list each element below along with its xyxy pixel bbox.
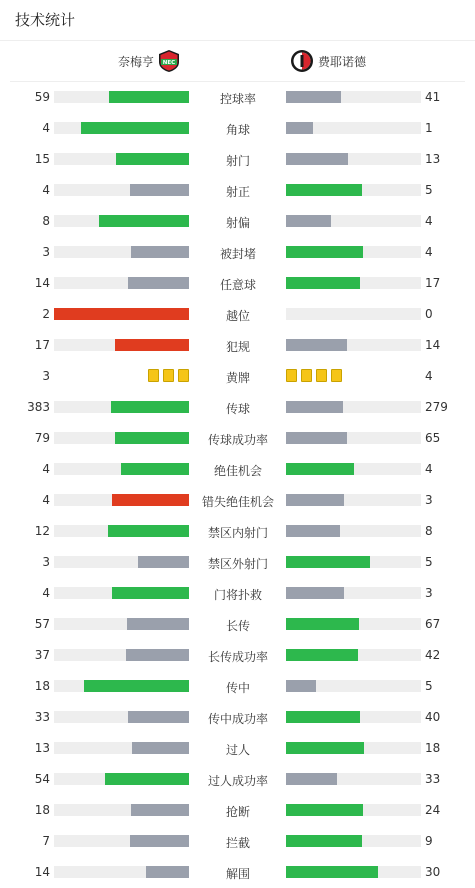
stat-label: 抢断 — [225, 805, 250, 819]
away-stat-bar-fill — [286, 680, 316, 692]
away-team-name: 费耶诺德 — [318, 54, 367, 69]
stat-row — [0, 857, 475, 888]
home-yellow-cards — [148, 369, 189, 382]
home-stat-bar-track — [54, 618, 189, 630]
away-stat-bar-track — [286, 618, 421, 630]
away-stat-bar-track — [286, 184, 421, 196]
stat-label: 传中成功率 — [207, 712, 268, 726]
yellow-card-icon — [301, 369, 312, 382]
stat-row — [0, 609, 475, 640]
nec-crest-text: NEC — [162, 60, 176, 66]
away-stat-value: 4 — [425, 245, 433, 259]
away-stat-bar-fill — [286, 432, 347, 444]
away-stat-value: 4 — [425, 462, 433, 476]
away-stat-bar-fill — [286, 91, 341, 103]
stat-row — [0, 237, 475, 268]
stat-label: 传球 — [225, 402, 250, 416]
stat-row — [0, 82, 475, 113]
stat-row — [0, 516, 475, 547]
away-stat-value: 5 — [425, 679, 433, 693]
stat-row — [0, 144, 475, 175]
away-stat-bar-fill — [286, 835, 362, 847]
home-stat-bar-track — [54, 680, 189, 692]
home-stat-bar-track — [54, 463, 189, 475]
yellow-card-icon — [178, 369, 189, 382]
stat-row — [0, 826, 475, 857]
yellow-card-icon — [316, 369, 327, 382]
home-stat-bar-track — [54, 525, 189, 537]
away-stat-bar-fill — [286, 525, 340, 537]
stat-row — [0, 330, 475, 361]
stat-row — [0, 113, 475, 144]
away-stat-bar-track — [286, 432, 421, 444]
home-stat-value: 4 — [42, 121, 50, 135]
away-stat-bar-fill — [286, 742, 364, 754]
away-stat-bar-track — [286, 308, 421, 320]
stat-row — [0, 361, 475, 392]
home-stat-bar-track — [54, 494, 189, 506]
stat-label: 犯规 — [225, 340, 250, 354]
away-stat-value: 41 — [425, 90, 441, 104]
away-stat-bar-track — [286, 556, 421, 568]
stat-row — [0, 485, 475, 516]
away-stat-value: 17 — [425, 276, 441, 290]
stat-label: 黄牌 — [225, 371, 250, 385]
away-stat-bar-track — [286, 277, 421, 289]
stat-label: 拦截 — [225, 836, 250, 850]
away-stat-bar-fill — [286, 618, 359, 630]
stat-label: 过人 — [225, 743, 250, 757]
away-stat-value: 4 — [425, 369, 433, 383]
stat-label: 射门 — [225, 154, 250, 168]
stat-label: 长传 — [225, 619, 250, 633]
away-stat-value: 5 — [425, 555, 433, 569]
stat-label: 被封堵 — [219, 247, 256, 261]
home-stat-bar-track — [54, 742, 189, 754]
away-stat-bar-fill — [286, 773, 337, 785]
away-stat-bar-fill — [286, 587, 344, 599]
stat-label: 错失绝佳机会 — [201, 495, 274, 509]
home-stat-bar-fill — [126, 649, 189, 661]
stat-row — [0, 454, 475, 485]
away-stat-bar-fill — [286, 215, 331, 227]
home-stat-value: 18 — [34, 679, 50, 693]
away-stat-bar-fill — [286, 649, 358, 661]
home-stat-bar-track — [54, 773, 189, 785]
home-stat-value: 14 — [34, 276, 50, 290]
home-stat-value: 15 — [34, 152, 50, 166]
away-stat-bar-track — [286, 587, 421, 599]
away-stat-value: 8 — [425, 524, 433, 538]
stat-label: 禁区内射门 — [207, 526, 268, 540]
home-stat-bar-fill — [81, 122, 189, 134]
away-stat-value: 24 — [425, 803, 441, 817]
home-stat-bar-fill — [115, 339, 189, 351]
home-stat-value: 4 — [42, 183, 50, 197]
stat-label: 角球 — [225, 123, 250, 137]
home-stat-bar-track — [54, 587, 189, 599]
home-stat-value: 59 — [34, 90, 50, 104]
away-stat-bar-track — [286, 711, 421, 723]
stat-row — [0, 268, 475, 299]
away-stat-bar-track — [286, 153, 421, 165]
away-stat-bar-track — [286, 246, 421, 258]
stat-label: 长传成功率 — [207, 650, 268, 664]
home-stat-bar-track — [54, 649, 189, 661]
away-stat-bar-fill — [286, 153, 348, 165]
home-stat-bar-fill — [108, 525, 189, 537]
away-stat-value: 13 — [425, 152, 441, 166]
away-stat-bar-track — [286, 866, 421, 878]
home-stat-value: 7 — [42, 834, 50, 848]
away-stat-bar-track — [286, 680, 421, 692]
stat-row — [0, 671, 475, 702]
stat-row — [0, 392, 475, 423]
home-stat-bar-track — [54, 308, 189, 320]
home-stat-value: 37 — [34, 648, 50, 662]
away-stat-bar-fill — [286, 122, 313, 134]
away-stat-bar-track — [286, 215, 421, 227]
stat-label: 门将扑救 — [213, 588, 262, 602]
home-stat-value: 3 — [42, 245, 50, 259]
home-stat-bar-track — [54, 339, 189, 351]
home-stat-value: 18 — [34, 803, 50, 817]
home-team-name: 奈梅亨 — [117, 54, 154, 69]
home-stat-bar-track — [54, 246, 189, 258]
away-stat-value: 30 — [425, 865, 441, 879]
home-stat-value: 54 — [34, 772, 50, 786]
home-stat-bar-track — [54, 184, 189, 196]
home-stat-value: 4 — [42, 586, 50, 600]
away-team[interactable] — [290, 41, 366, 81]
home-stat-value: 13 — [34, 741, 50, 755]
page-title: 技术统计 — [0, 0, 475, 41]
home-stat-value: 33 — [34, 710, 50, 724]
home-stat-bar-fill — [130, 184, 189, 196]
away-stat-bar-fill — [286, 804, 363, 816]
away-stat-bar-track — [286, 804, 421, 816]
home-stat-bar-fill — [138, 556, 189, 568]
home-stat-bar-fill — [116, 153, 189, 165]
away-stat-bar-track — [286, 649, 421, 661]
home-stat-bar-fill — [84, 680, 189, 692]
home-stat-bar-track — [54, 804, 189, 816]
stat-label: 射正 — [225, 185, 250, 199]
stat-row — [0, 578, 475, 609]
home-stat-bar-fill — [130, 835, 189, 847]
home-stat-bar-track — [54, 153, 189, 165]
away-stat-value: 65 — [425, 431, 441, 445]
home-stat-bar-track — [54, 122, 189, 134]
away-stat-bar-track — [286, 773, 421, 785]
home-stat-bar-track — [54, 277, 189, 289]
away-stat-bar-fill — [286, 246, 363, 258]
away-stat-value: 42 — [425, 648, 441, 662]
stat-row — [0, 733, 475, 764]
home-team[interactable] — [118, 41, 180, 81]
home-stat-bar-fill — [132, 742, 189, 754]
home-stat-value: 3 — [42, 369, 50, 383]
away-stat-bar-track — [286, 835, 421, 847]
yellow-card-icon — [331, 369, 342, 382]
stat-label: 射偏 — [225, 216, 250, 230]
home-stat-bar-track — [54, 866, 189, 878]
away-stat-bar-fill — [286, 339, 347, 351]
away-stat-value: 0 — [425, 307, 433, 321]
home-stat-value: 17 — [34, 338, 50, 352]
home-stat-value: 383 — [27, 400, 50, 414]
nec-crest-icon — [158, 49, 180, 73]
away-yellow-cards — [286, 369, 342, 382]
away-stat-bar-track — [286, 525, 421, 537]
away-stat-bar-fill — [286, 494, 344, 506]
away-stat-value: 67 — [425, 617, 441, 631]
away-stat-value: 9 — [425, 834, 433, 848]
home-stat-bar-fill — [105, 773, 189, 785]
home-stat-bar-fill — [128, 711, 189, 723]
stat-label: 控球率 — [219, 92, 256, 106]
home-stat-bar-fill — [112, 494, 189, 506]
stat-label: 任意球 — [219, 278, 256, 292]
home-stat-value: 12 — [34, 524, 50, 538]
home-stat-bar-fill — [127, 618, 189, 630]
home-stat-value: 4 — [42, 493, 50, 507]
stat-row — [0, 206, 475, 237]
away-stat-bar-track — [286, 339, 421, 351]
stat-row — [0, 423, 475, 454]
home-stat-bar-fill — [146, 866, 189, 878]
home-stat-bar-fill — [99, 215, 189, 227]
away-stat-bar-track — [286, 91, 421, 103]
stat-label: 传球成功率 — [207, 433, 268, 447]
home-stat-bar-fill — [121, 463, 189, 475]
home-stat-bar-track — [54, 401, 189, 413]
away-stat-bar-fill — [286, 277, 360, 289]
home-stat-bar-fill — [111, 401, 189, 413]
stat-label: 禁区外射门 — [207, 557, 268, 571]
stats-list — [0, 82, 475, 888]
home-stat-bar-fill — [128, 277, 189, 289]
home-stat-bar-track — [54, 711, 189, 723]
away-stat-value: 1 — [425, 121, 433, 135]
away-stat-value: 14 — [425, 338, 441, 352]
stat-label: 越位 — [225, 309, 250, 323]
home-stat-bar-track — [54, 91, 189, 103]
away-stat-bar-fill — [286, 184, 362, 196]
home-stat-bar-fill — [131, 804, 189, 816]
yellow-card-icon — [148, 369, 159, 382]
home-stat-bar-fill — [115, 432, 189, 444]
away-stat-value: 40 — [425, 710, 441, 724]
away-stat-value: 33 — [425, 772, 441, 786]
away-stat-bar-fill — [286, 556, 370, 568]
stat-label: 解围 — [225, 867, 250, 881]
home-stat-value: 2 — [42, 307, 50, 321]
away-stat-value: 18 — [425, 741, 441, 755]
yellow-card-icon — [286, 369, 297, 382]
home-stat-value: 8 — [42, 214, 50, 228]
home-stat-bar-fill — [109, 91, 189, 103]
yellow-card-icon — [163, 369, 174, 382]
home-stat-value: 57 — [34, 617, 50, 631]
stat-label: 过人成功率 — [207, 774, 268, 788]
home-stat-bar-track — [54, 215, 189, 227]
home-stat-value: 4 — [42, 462, 50, 476]
away-stat-bar-fill — [286, 866, 378, 878]
stat-row — [0, 175, 475, 206]
stat-label: 传中 — [225, 681, 250, 695]
away-stat-bar-track — [286, 494, 421, 506]
away-stat-bar-fill — [286, 401, 343, 413]
away-stat-bar-fill — [286, 711, 360, 723]
away-stat-value: 3 — [425, 493, 433, 507]
home-stat-value: 14 — [34, 865, 50, 879]
away-stat-bar-fill — [286, 463, 354, 475]
home-stat-bar-fill — [131, 246, 189, 258]
away-stat-value: 3 — [425, 586, 433, 600]
away-stat-value: 279 — [425, 400, 448, 414]
stat-row — [0, 702, 475, 733]
stat-row — [0, 764, 475, 795]
away-stat-bar-track — [286, 742, 421, 754]
stat-row — [0, 299, 475, 330]
away-stat-value: 4 — [425, 214, 433, 228]
feyenoord-crest-icon — [290, 49, 314, 73]
home-stat-bar-track — [54, 556, 189, 568]
away-stat-value: 5 — [425, 183, 433, 197]
stat-row — [0, 795, 475, 826]
home-stat-bar-track — [54, 835, 189, 847]
home-stat-value: 79 — [34, 431, 50, 445]
teams-header — [10, 41, 465, 82]
stat-row — [0, 547, 475, 578]
stat-label: 绝佳机会 — [213, 464, 262, 478]
away-stat-bar-track — [286, 401, 421, 413]
away-stat-bar-track — [286, 463, 421, 475]
stat-row — [0, 640, 475, 671]
away-stat-bar-track — [286, 122, 421, 134]
home-stat-bar-fill — [112, 587, 189, 599]
home-stat-bar-track — [54, 432, 189, 444]
home-stat-value: 3 — [42, 555, 50, 569]
home-stat-bar-fill — [54, 308, 189, 320]
